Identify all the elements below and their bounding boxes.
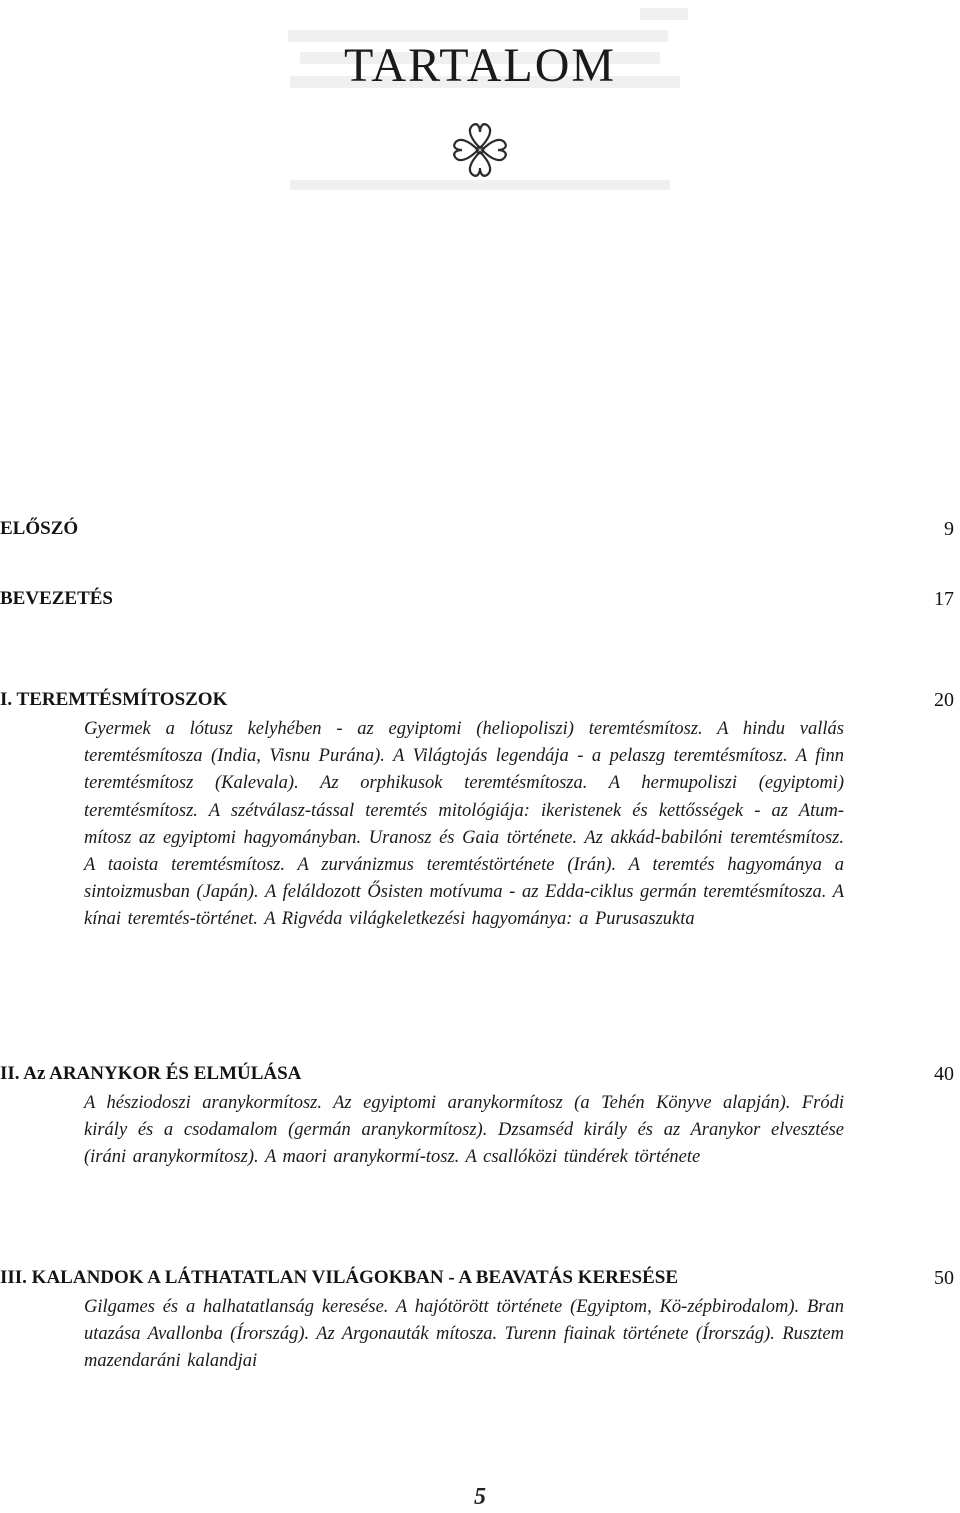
toc-entry-description: Gyermek a lótusz kelyhében - az egyiptomi (heliopoliszi) teremtésmítosz. A hindu vallás teremtésmítosza (India, Visnu Purána). A Világtojás legendája - a pelaszg teremtésmítosz. A finn teremtésmítosz (Kalevala). Az orphikusok teremtésmítosza. A hermupoliszi (egyiptomi) teremtésmítosz. A szétválasz-tással teremtés mitológiája: ikeristenek és kettősségek - az Atum-mítosz az egyiptomi hagyományban. Uranosz és Gaia története. Az akkád-babilóni teremtésmítosz. A taoista teremtésmítosz. A zurvánizmus teremtéstörténete (Irán). A teremtés hagyománya a sintoizmusban (Japán). A feláldozott Ősisten motívuma - az Edda-ciklus germán teremtésmítosza. A kínai teremtés-történet. A Rigvéda világkeletkezési hagyománya: a Purusaszukta bbox=[84, 719, 844, 930]
toc-entry-chapter-1[interactable] bbox=[0, 684, 960, 934]
toc-entry-page: 17 bbox=[934, 588, 954, 610]
toc-entry-title: ELŐSZÓ bbox=[0, 518, 79, 539]
toc-entry-chapter-3[interactable] bbox=[0, 1262, 960, 1376]
toc-entry-chapter-2[interactable] bbox=[0, 1058, 960, 1172]
toc-entry-title: III. KALANDOK A LÁTHATATLAN VILÁGOKBAN - A BEAVATÁS KERESÉSE bbox=[0, 1267, 679, 1288]
toc-entry-title: II. Az ARANYKOR ÉS ELMÚLÁSA bbox=[0, 1063, 302, 1084]
toc-entry-title: I. TEREMTÉSMÍTOSZOK bbox=[0, 689, 228, 710]
toc-entry-page: 20 bbox=[934, 689, 954, 711]
toc-entry-description: A hésziodoszi aranykormítosz. Az egyiptomi aranykormítosz (a Tehén Könyve alapján). Fródi király és a csodamalom (germán aranykormítosz). Dzsamséd király és az Aranykor elvesztése (iráni aranykormítosz). A maori aranykormí-tosz. A csallóközi tündérek története bbox=[84, 1093, 844, 1168]
knot-ornament-icon bbox=[448, 118, 512, 182]
toc-entry-page: 9 bbox=[944, 518, 954, 540]
toc-entry-title: BEVEZETÉS bbox=[0, 588, 113, 609]
page-title: TARTALOM bbox=[343, 39, 617, 92]
page-number: 5 bbox=[474, 1484, 486, 1510]
toc-entry-page: 40 bbox=[934, 1063, 954, 1085]
toc-entry-page: 50 bbox=[934, 1267, 954, 1289]
toc-entry-description: Gilgames és a halhatatlanság keresése. A hajótörött története (Egyiptom, Kö-zépbirodalom). Bran utazása Avallonba (Írország). Az Argonauták mítosza. Turenn fiainak története (Írország). Rusztem mazendaráni kalandjai bbox=[84, 1297, 844, 1372]
bleed-through bbox=[640, 8, 688, 20]
toc-entry-bevezetes[interactable] bbox=[0, 583, 960, 615]
toc-entry-eloszo[interactable] bbox=[0, 513, 960, 545]
